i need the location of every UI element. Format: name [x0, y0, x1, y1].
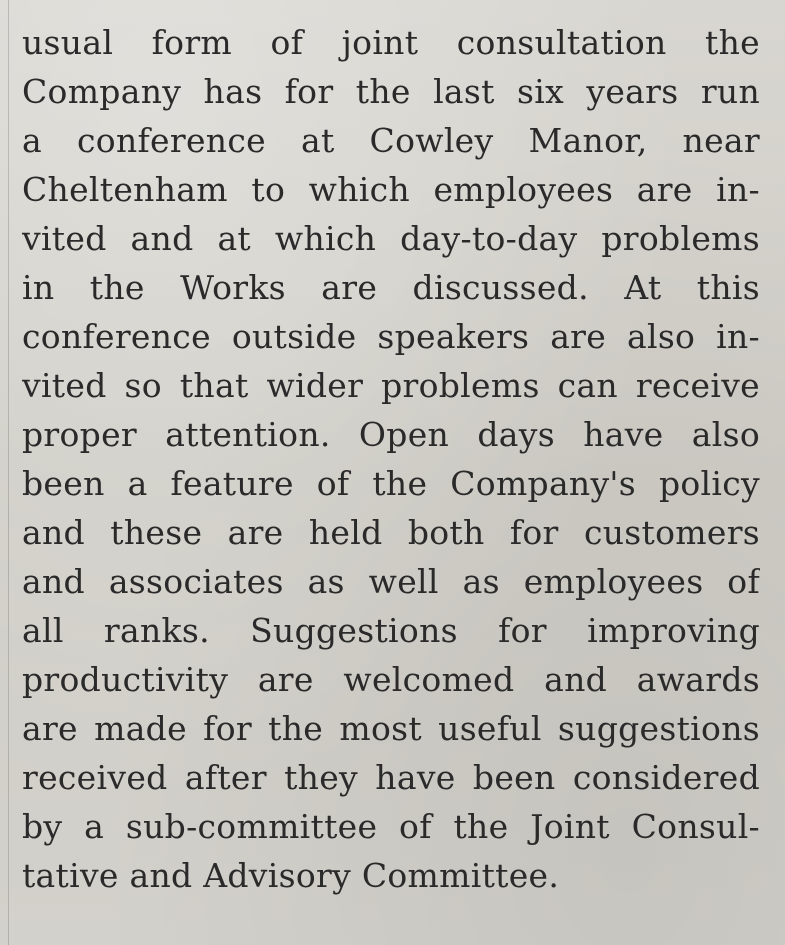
text-line: and these are held both for customers — [22, 513, 760, 552]
text-line: vited and at which day-to-day problems — [22, 219, 760, 258]
text-line: and associates as well as employees of — [22, 562, 760, 601]
text-line: vited so that wider problems can receive — [22, 366, 760, 405]
text-line: Cheltenham to which employees are in- — [22, 170, 760, 209]
text-line: usual form of joint consultation the — [22, 23, 760, 62]
text-line: all ranks. Suggestions for improving — [22, 611, 760, 650]
text-line: proper attention. Open days have also — [22, 415, 760, 454]
article-text — [22, 18, 760, 900]
text-line: a conference at Cowley Manor, near — [22, 121, 760, 160]
text-line: by a sub-committee of the Joint Consul- — [22, 807, 760, 846]
text-line: are made for the most useful suggestions — [22, 709, 760, 748]
text-line: in the Works are discussed. At this — [22, 268, 760, 307]
text-line: productivity are welcomed and awards — [22, 660, 760, 699]
text-line: tative and Advisory Committee. — [22, 856, 560, 895]
text-line: conference outside speakers are also in- — [22, 317, 760, 356]
text-line: been a feature of the Company's policy — [22, 464, 760, 503]
text-line: Company has for the last six years run — [22, 72, 760, 111]
text-line: received after they have been considered — [22, 758, 760, 797]
column-rule — [8, 0, 9, 945]
